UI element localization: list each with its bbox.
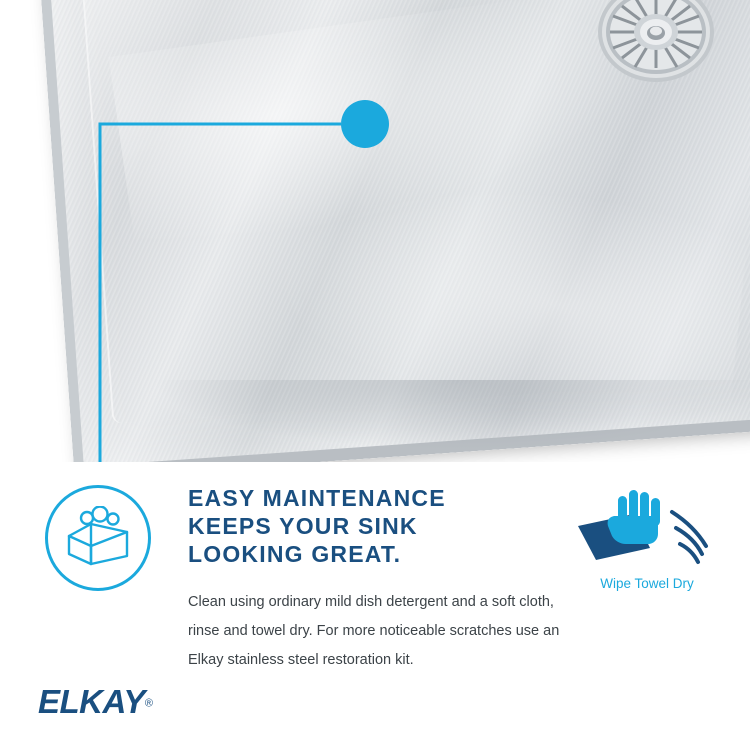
body-copy: Clean using ordinary mild dish detergent and a soft cloth, rinse and towel dry. For more noticeable scratches use an Elkay stainless steel restoration kit. — [188, 594, 560, 668]
drain-strainer-icon — [597, 0, 715, 96]
elkay-logo — [38, 684, 208, 724]
registered-mark: ® — [144, 697, 154, 710]
headline-line-1: EASY MAINTENANCE — [188, 485, 446, 511]
wipe-towel-dry-block — [562, 490, 732, 592]
headline-line-2: KEEPS YOUR SINK — [188, 513, 418, 539]
callout-dot — [341, 100, 389, 148]
wipe-caption: Wipe Towel Dry — [600, 576, 694, 591]
sponge-icon — [45, 485, 151, 591]
logo-wordmark: ELKAY — [38, 683, 145, 720]
headline — [188, 484, 518, 568]
hand-wiping-towel-icon — [572, 490, 722, 570]
headline-line-3: LOOKING GREAT. — [188, 541, 402, 567]
